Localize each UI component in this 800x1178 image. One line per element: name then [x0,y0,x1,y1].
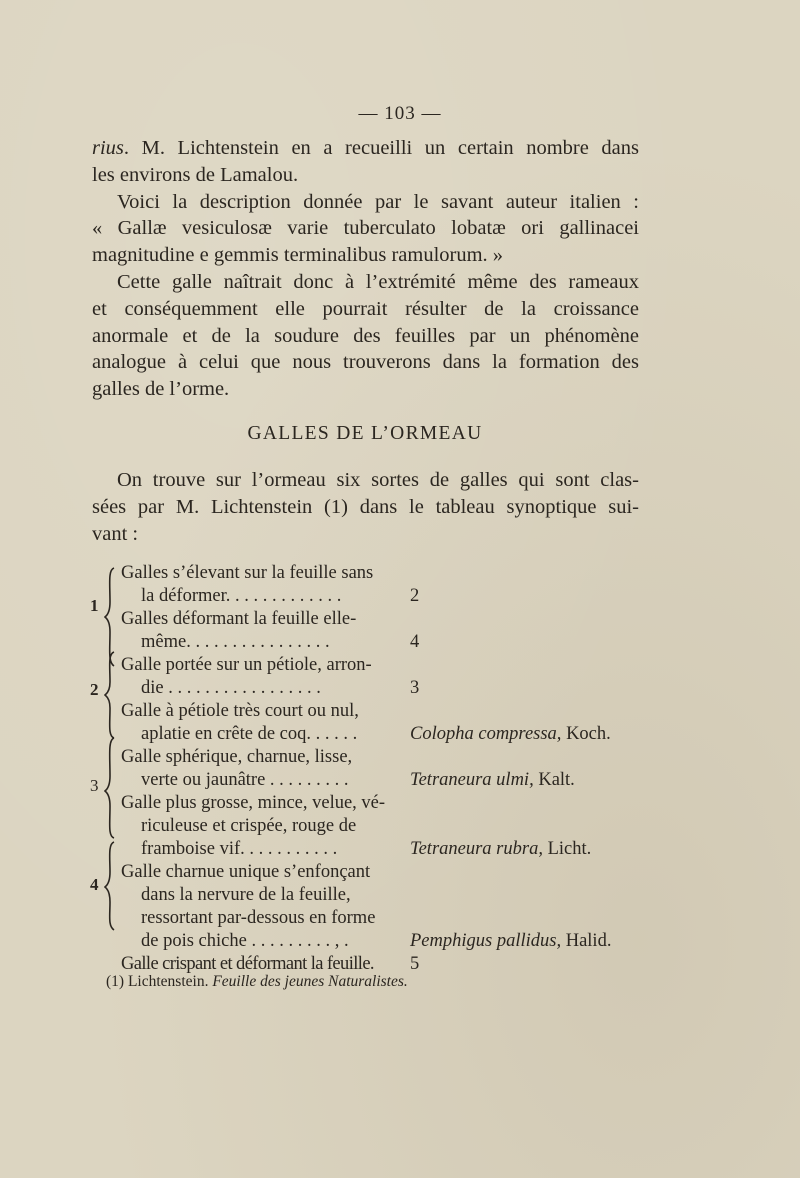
species-author: Halid. [561,931,612,951]
text-line: Cette galle naîtrait donc à l’extrémité même des rameaux [117,270,639,293]
footnote-text: Lichtenstein. [124,973,213,990]
species-name: Tetraneura rubra, [410,839,543,859]
text-line: On trouve sur l’ormeau six sortes de galles qui sont clas- [117,469,639,491]
table-entry-text: même. . . . . . . . . . . . . . . . [141,632,330,652]
table-reference: 5 [410,954,420,974]
brace-group-1 [105,568,114,666]
page-number: — 103 — [358,103,442,124]
species-author: Kalt. [533,770,575,790]
group-number: 1 [90,596,99,615]
opening-paragraphs [92,135,639,403]
text-line: sées par M. Lichtenstein (1) dans le tableau synoptique sui- [92,495,639,518]
species-name: Colopha compressa, [410,724,562,744]
table-entry-text: die . . . . . . . . . . . . . . . . . [141,678,321,698]
table-species [410,724,611,745]
table-entry-text: dans la nervure de la feuille, [141,885,351,905]
table-entry-text: de pois chiche . . . . . . . . . , . [141,931,349,951]
text-line: vant : [92,522,139,545]
table-reference: 4 [410,632,420,652]
table-entry-text: ressortant par-dessous en forme [141,908,376,928]
table-reference: 2 [410,586,420,606]
table-entry-text: framboise vif. . . . . . . . . . . [141,839,338,859]
species-author: Koch. [561,724,611,744]
table-entry-text: Galle plus grosse, mince, velue, vé- [121,793,386,813]
table-entry-text: aplatie en crête de coq. . . . . . [141,724,358,744]
table-braces [104,566,118,948]
footnote-marker: (1) [106,973,125,990]
table-entry-text: Galle à pétiole très court ou nul, [121,701,359,721]
text-line: Voici la description donnée par le savant auteur italien : [117,190,639,213]
text-line: et conséquemment elle pourrait résulter de la croissance [92,297,639,320]
intro-paragraph [92,467,639,547]
table-entry-text: Galle charnue unique s’enfonçant [121,862,371,882]
paragraph-2 [92,189,639,269]
group-number: 4 [90,875,99,894]
table-species [410,931,611,952]
species-name: Pemphigus pallidus, [410,931,562,951]
group-number: 3 [90,776,99,795]
table-entry-text: verte ou jaunâtre . . . . . . . . . [141,770,349,790]
table-entry-text: Galles s’élevant sur la feuille sans [121,563,374,583]
table-entry-text: Galles déformant la feuille elle- [121,609,357,629]
section-title: GALLES DE L’ORMEAU [247,423,483,444]
footnote-publication: Feuille des jeunes Naturalistes. [212,973,408,990]
text-line: magnitudine e gemmis terminalibus ramulorum. » [92,244,504,267]
table-entry-text: Galle crispant et déformant la feuille. [121,954,374,974]
species-name: Tetraneura ulmi, [410,770,534,790]
text-line: galles de l’orme. [92,378,230,401]
paragraph-3 [92,269,639,403]
table-entry-text: Galle portée sur un pétiole, arron- [121,655,372,675]
group-number: 2 [90,680,99,699]
species-author: Licht. [542,839,592,859]
table-species [410,839,591,860]
text-line: « Gallæ vesiculosæ varie tuberculato lobatæ ori gallinacei [92,217,639,240]
table-entry-text: riculeuse et crispée, rouge de [141,816,357,836]
text-line: analogue à celui que nous trouverons dans la formation des [92,351,639,374]
brace-group-4 [105,842,114,930]
table-entry-text: la déformer. . . . . . . . . . . . . [141,586,342,606]
text-line: anormale et de la soudure des feuilles par un phénomène [92,324,639,347]
text-line: les environs de Lamalou. [92,163,299,186]
table-reference: 3 [410,678,420,698]
paragraph-1 [92,135,639,189]
text-line: rius. M. Lichtenstein en a recueilli un certain nombre dans [92,137,639,159]
footnote [106,973,408,991]
brace-group-3 [105,738,114,838]
table-entry-text: Galle sphérique, charnue, lisse, [121,747,353,767]
table-species [410,770,575,791]
